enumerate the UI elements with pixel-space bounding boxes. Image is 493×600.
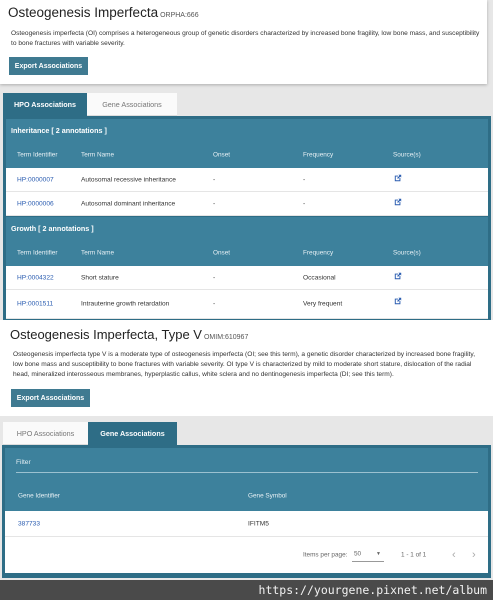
disease-title: Osteogenesis Imperfecta ORPHA:666 bbox=[8, 5, 199, 20]
disease-description: Osteogenesis imperfecta (OI) comprises a heterogeneous group of genetic disorders characterized by increased bone fragility, low bone mass, and susceptibility to bone fractures with variable severity. bbox=[11, 30, 480, 47]
tab-hpo-associations[interactable]: HPO Associations bbox=[3, 422, 88, 445]
col-term-identifier[interactable]: Term Identifier bbox=[17, 249, 58, 257]
col-frequency[interactable]: Frequency bbox=[303, 151, 334, 159]
term-onset: - bbox=[213, 176, 216, 183]
filter-underline bbox=[16, 472, 478, 473]
tab-gene-associations[interactable]: Gene Associations bbox=[88, 422, 177, 445]
tab-hpo-associations[interactable]: HPO Associations bbox=[3, 93, 87, 116]
term-name: Short stature bbox=[81, 274, 119, 281]
col-sources: Source(s) bbox=[393, 249, 421, 257]
term-name: Autosomal dominant inheritance bbox=[81, 200, 176, 207]
term-frequency: - bbox=[303, 200, 306, 207]
term-identifier-link[interactable]: HP:0004322 bbox=[17, 274, 54, 281]
paginator bbox=[5, 537, 488, 573]
col-sources: Source(s) bbox=[393, 151, 421, 159]
term-onset: - bbox=[213, 300, 216, 308]
caret-down-icon: ▼ bbox=[376, 551, 381, 557]
hpo-table-header bbox=[6, 142, 488, 168]
term-identifier-link[interactable]: HP:0000007 bbox=[17, 176, 54, 183]
tabs-omim bbox=[3, 422, 177, 445]
table-row bbox=[6, 290, 488, 319]
external-link-icon[interactable] bbox=[394, 297, 402, 307]
growth-section-header[interactable]: Growth [ 2 annotations ] bbox=[6, 217, 488, 240]
disease-card-orpha bbox=[0, 0, 487, 84]
term-frequency: Occasional bbox=[303, 274, 336, 281]
watermark-bar bbox=[0, 580, 493, 600]
term-onset: - bbox=[213, 200, 216, 207]
export-associations-button[interactable]: Export Associations bbox=[11, 389, 90, 407]
gene-identifier-link[interactable]: 387733 bbox=[18, 520, 41, 527]
gene-symbol: IFITM5 bbox=[248, 520, 269, 527]
hpo-table-header bbox=[6, 240, 488, 266]
col-gene-symbol[interactable]: Gene Symbol bbox=[248, 492, 287, 500]
disease-code: OMIM:610967 bbox=[203, 334, 249, 341]
term-name: Autosomal recessive inheritance bbox=[81, 176, 176, 183]
external-link-icon[interactable] bbox=[394, 198, 402, 208]
term-frequency: - bbox=[303, 176, 306, 183]
filter-area bbox=[5, 448, 488, 481]
gene-table-header bbox=[5, 481, 488, 511]
table-row bbox=[5, 511, 488, 537]
hpo-associations-panel bbox=[3, 116, 491, 322]
external-link-icon[interactable] bbox=[394, 272, 402, 282]
tab-gene-associations[interactable]: Gene Associations bbox=[87, 93, 177, 116]
col-onset[interactable]: Onset bbox=[213, 151, 231, 159]
disease-code: ORPHA:666 bbox=[160, 12, 199, 19]
disease-description: Osteogenesis imperfecta type V is a moderate type of osteogenesis imperfecta (OI; see this term), a genetic disorder characterized by increased bone fragility, low bone mass and susceptibility to bone fractures with variable severity. OI type V is characterized by mild to moderate short stature, dislocation of the radial head, mineralized interosseous membranes, hyperplastic callus, white sclera and no dentinogenesis imperfecta (DI; see this term). bbox=[13, 351, 476, 378]
items-per-page-select[interactable]: 50 ▼ bbox=[352, 547, 384, 562]
col-term-name[interactable]: Term Name bbox=[81, 151, 115, 159]
term-onset: - bbox=[213, 274, 216, 281]
next-page-button[interactable]: › bbox=[472, 549, 476, 561]
tabs-orpha bbox=[3, 93, 177, 116]
table-row bbox=[6, 266, 488, 290]
previous-page-button[interactable]: ‹ bbox=[452, 549, 456, 561]
col-term-identifier[interactable]: Term Identifier bbox=[17, 151, 58, 159]
items-per-page-label: Items per page: bbox=[303, 551, 348, 559]
col-gene-identifier[interactable]: Gene Identifier bbox=[18, 492, 60, 500]
table-row bbox=[6, 192, 488, 216]
col-onset[interactable]: Onset bbox=[213, 249, 231, 257]
filter-input[interactable]: Filter bbox=[16, 459, 31, 466]
export-associations-button[interactable]: Export Associations bbox=[9, 57, 88, 75]
table-row bbox=[6, 168, 488, 192]
disease-title: Osteogenesis Imperfecta, Type V OMIM:610967 bbox=[10, 327, 249, 342]
watermark-text: https://yourgene.pixnet.net/album bbox=[258, 583, 487, 597]
term-frequency: Very frequent bbox=[303, 300, 343, 308]
term-name: Intrauterine growth retardation bbox=[81, 300, 170, 308]
page-range: 1 - 1 of 1 bbox=[401, 551, 427, 559]
gene-associations-panel bbox=[2, 445, 491, 578]
term-identifier-link[interactable]: HP:0001511 bbox=[17, 300, 54, 308]
col-frequency[interactable]: Frequency bbox=[303, 249, 334, 257]
inheritance-section-header[interactable]: Inheritance [ 2 annotations ] bbox=[6, 119, 488, 142]
col-term-name[interactable]: Term Name bbox=[81, 249, 115, 257]
term-identifier-link[interactable]: HP:0000006 bbox=[17, 200, 54, 207]
external-link-icon[interactable] bbox=[394, 174, 402, 184]
